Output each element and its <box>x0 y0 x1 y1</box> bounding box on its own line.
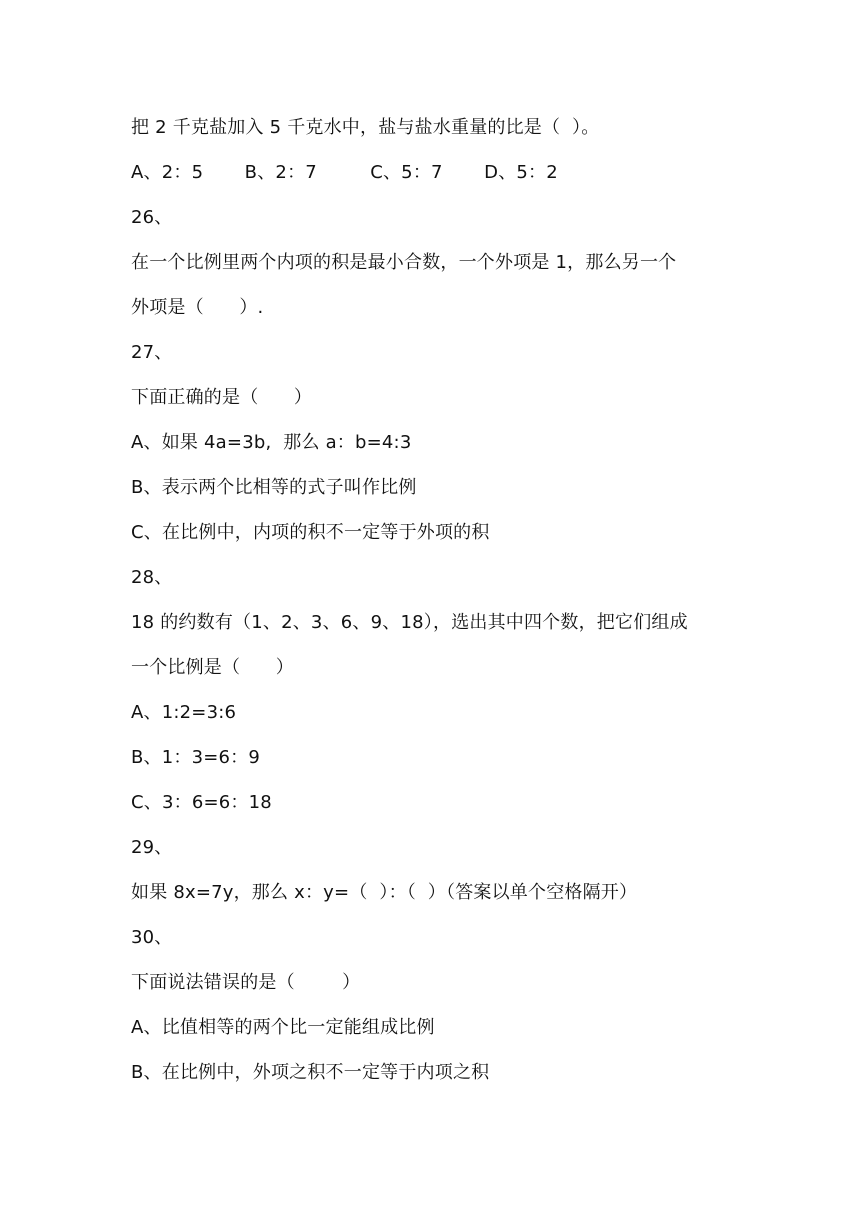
question-25-options: A、2：5 B、2：7 C、5：7 D、5：2 <box>131 162 558 183</box>
question-25-stem: 把 2 千克盐加入 5 千克水中，盐与盐水重量的比是（ ）。 <box>131 117 600 138</box>
question-26-stem-line-2: 外项是（ ）. <box>131 297 264 318</box>
question-27-option-c: C、在比例中，内项的积不一定等于外项的积 <box>131 522 490 543</box>
question-27-stem: 下面正确的是（ ） <box>131 387 313 408</box>
question-28-option-a: A、1:2=3:6 <box>131 702 237 723</box>
question-30-number: 30、 <box>131 927 173 948</box>
question-26-stem-line-1: 在一个比例里两个内项的积是最小合数，一个外项是 1，那么另一个 <box>131 252 677 273</box>
question-30-stem: 下面说法错误的是（ ） <box>131 972 361 993</box>
question-30-option-a: A、比值相等的两个比一定能组成比例 <box>131 1017 435 1038</box>
question-28-stem-line-2: 一个比例是（ ） <box>131 657 294 678</box>
question-28-option-c: C、3：6=6：18 <box>131 792 272 813</box>
question-29-stem: 如果 8x=7y，那么 x：y=（ ）：（ ）（答案以单个空格隔开） <box>131 882 638 903</box>
question-30-option-b: B、在比例中，外项之积不一定等于内项之积 <box>131 1062 490 1083</box>
question-27-option-b: B、表示两个比相等的式子叫作比例 <box>131 477 417 498</box>
question-29-number: 29、 <box>131 837 173 858</box>
question-27-option-a: A、如果 4a=3b, 那么 a：b=4:3 <box>131 432 412 453</box>
question-28-number: 28、 <box>131 567 173 588</box>
question-28-option-b: B、1：3=6：9 <box>131 747 261 768</box>
question-26-number: 26、 <box>131 207 173 228</box>
question-28-stem-line-1: 18 的约数有（1、2、3、6、9、18），选出其中四个数，把它们组成 <box>131 612 688 633</box>
question-27-number: 27、 <box>131 342 173 363</box>
